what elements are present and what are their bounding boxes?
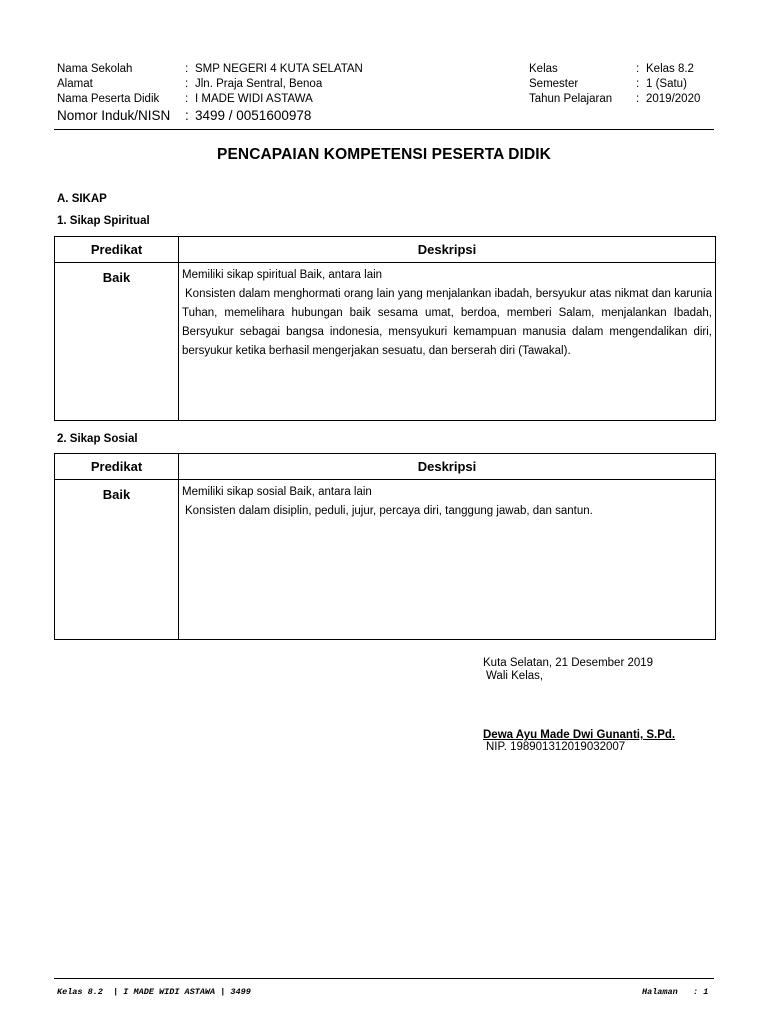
place-date: Kuta Selatan, 21 Desember 2019 [483,657,654,669]
page-title: PENCAPAIAN KOMPETENSI PESERTA DIDIK [217,146,551,163]
predikat-value: Baik [55,263,179,421]
deskripsi-text: Konsisten dalam disiplin, peduli, jujur, percaya diri, tanggung jawab, dan santun. [185,505,593,517]
predikat-header: Predikat [55,454,179,480]
academic-year-value: 2019/2020 [646,93,701,105]
spiritual-heading: 1. Sikap Spiritual [57,215,150,227]
footer-divider [54,978,714,979]
school-name-value: SMP NEGERI 4 KUTA SELATAN [195,63,363,75]
table-row [55,263,716,421]
page-number: Halaman : 1 [642,987,709,997]
student-name-value: I MADE WIDI ASTAWA [195,93,313,105]
student-id-value: 3499 / 0051600978 [195,108,312,123]
colon: : [185,63,189,75]
class-value: Kelas 8.2 [646,63,694,75]
class-row [529,62,700,77]
address-label: Alamat [57,78,93,90]
social-attitude-table [54,453,716,640]
deskripsi-header: Deskripsi [179,454,716,480]
academic-year-row [529,92,700,107]
colon: : [185,93,189,105]
student-name-label: Nama Peserta Didik [57,93,160,105]
deskripsi-text: Konsisten dalam menghormati orang lain yang menjalankan ibadah, bersyukur atas nikmat dan karunia Tuhan, memelihara hubungan baik sesama umat, berdoa, memberi Salam, menjalankan Ibadah, Bersyukur sebagai bangsa indonesia, mensyukuri kemampuan manusia dalam mengendalikan diri, bersyukur ketika berhasil mengerjakan sesuatu, dan berserah diri (Tawakal). [182,288,712,357]
semester-value: 1 (Satu) [646,78,687,90]
signature-block [483,657,676,753]
address-value: Jln. Praja Sentral, Benoa [195,78,323,90]
social-heading: 2. Sikap Sosial [57,433,138,445]
predikat-header: Predikat [55,237,179,263]
deskripsi-cell [179,480,716,640]
colon: : [185,78,189,90]
school-name-label: Nama Sekolah [57,63,133,75]
school-name-row [57,62,363,77]
student-identity-left [57,62,363,125]
academic-year-label: Tahun Pelajaran [529,93,613,105]
semester-label: Semester [529,78,579,90]
table-header-row [55,237,716,263]
address-row [57,77,363,92]
colon: : [636,78,640,90]
student-id-label: Nomor Induk/NISN [57,108,171,123]
deskripsi-header: Deskripsi [179,237,716,263]
student-name-row [57,92,363,107]
section-a-heading: A. SIKAP [57,193,107,205]
colon: : [636,63,640,75]
deskripsi-intro: Memiliki sikap spiritual Baik, antara lain [182,269,383,281]
signer-role: Wali Kelas, [486,670,544,682]
deskripsi-intro: Memiliki sikap sosial Baik, antara lain [182,486,372,498]
class-label: Kelas [529,63,558,75]
deskripsi-cell [179,263,716,421]
semester-row [529,77,700,92]
table-row [55,480,716,640]
spiritual-attitude-table [54,236,716,421]
header-divider [54,129,714,130]
signer-nip: NIP. 198901312019032007 [486,741,626,753]
colon: : [185,108,189,123]
colon: : [636,93,640,105]
student-identity-right [529,62,700,107]
student-id-row [57,107,363,125]
footer-info: Kelas 8.2 | I MADE WIDI ASTAWA | 3499 [57,987,251,997]
predikat-value: Baik [55,480,179,640]
table-header-row [55,454,716,480]
signer-name: Dewa Ayu Made Dwi Gunanti, S.Pd. [483,729,676,741]
